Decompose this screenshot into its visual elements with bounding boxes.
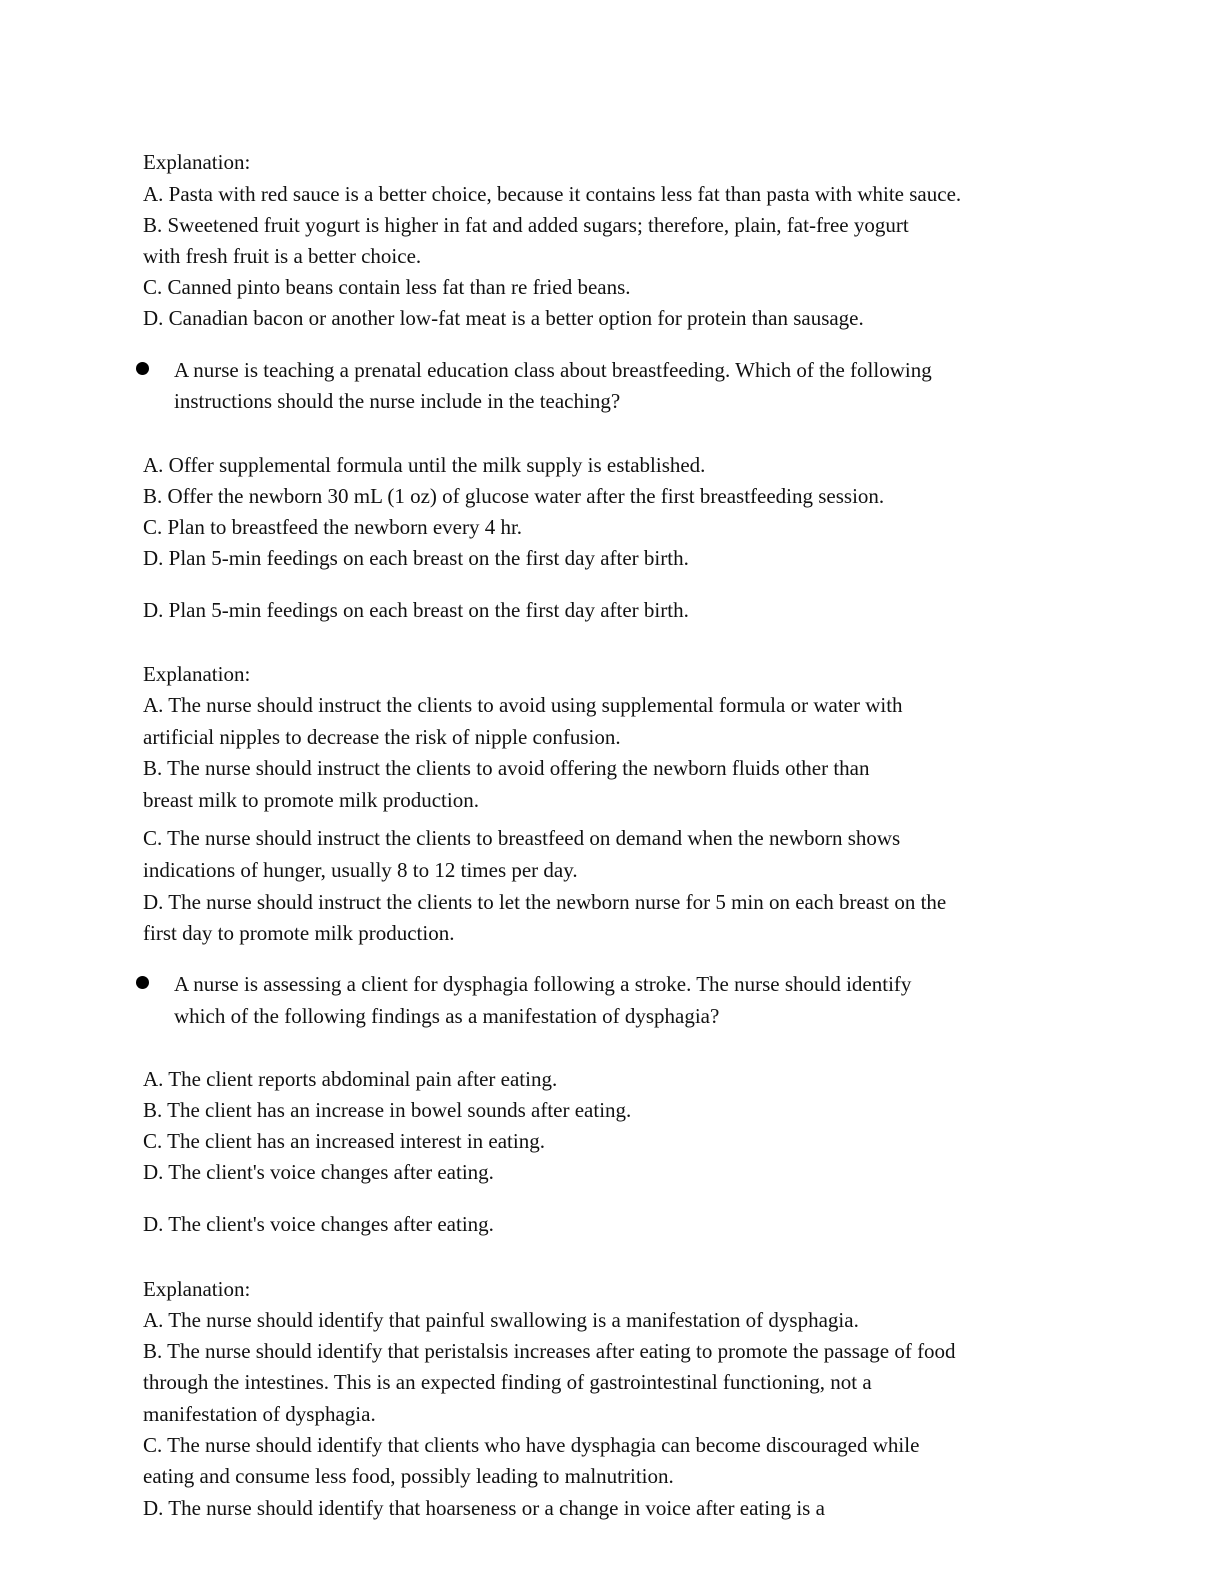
answer-option: A. The client reports abdominal pain after eating. — [143, 1067, 558, 1091]
answer-option: A. Offer supplemental formula until the milk supply is established. — [143, 453, 706, 477]
explanation-heading: Explanation: — [143, 150, 251, 174]
explanation-line: D. The nurse should identify that hoarseness or a change in voice after eating is a — [143, 1496, 825, 1520]
answer-option: D. The client's voice changes after eating. — [143, 1160, 494, 1184]
explanation-line: B. The nurse should identify that peristalsis increases after eating to promote the passage of food — [143, 1339, 956, 1363]
bullet-icon — [136, 976, 149, 989]
explanation-line: breast milk to promote milk production. — [143, 788, 479, 812]
question-text: which of the following findings as a manifestation of dysphagia? — [174, 1004, 720, 1028]
answer-option: C. The client has an increased interest in eating. — [143, 1129, 545, 1153]
explanation-heading: Explanation: — [143, 662, 251, 686]
explanation-line: indications of hunger, usually 8 to 12 times per day. — [143, 858, 578, 882]
answer-option: B. Offer the newborn 30 mL (1 oz) of glucose water after the first breastfeeding session. — [143, 484, 885, 508]
explanation-line: B. Sweetened fruit yogurt is higher in fat and added sugars; therefore, plain, fat-free yogurt — [143, 213, 909, 237]
answer-option: C. Plan to breastfeed the newborn every 4 hr. — [143, 515, 523, 539]
answer-option: D. Plan 5-min feedings on each breast on the first day after birth. — [143, 546, 689, 570]
correct-answer: D. Plan 5-min feedings on each breast on the first day after birth. — [143, 598, 689, 622]
explanation-line: D. Canadian bacon or another low-fat meat is a better option for protein than sausage. — [143, 306, 864, 330]
explanation-line: eating and consume less food, possibly leading to malnutrition. — [143, 1464, 674, 1488]
question-text: instructions should the nurse include in the teaching? — [174, 389, 621, 413]
explanation-line: first day to promote milk production. — [143, 921, 455, 945]
explanation-line: A. The nurse should instruct the clients to avoid using supplemental formula or water with — [143, 693, 903, 717]
explanation-heading: Explanation: — [143, 1277, 251, 1301]
explanation-line: C. The nurse should identify that clients who have dysphagia can become discouraged while — [143, 1433, 920, 1457]
explanation-line: C. The nurse should instruct the clients to breastfeed on demand when the newborn shows — [143, 826, 901, 850]
explanation-line: artificial nipples to decrease the risk of nipple confusion. — [143, 725, 621, 749]
explanation-line: C. Canned pinto beans contain less fat than re fried beans. — [143, 275, 631, 299]
explanation-line: B. The nurse should instruct the clients to avoid offering the newborn fluids other than — [143, 756, 870, 780]
explanation-line: manifestation of dysphagia. — [143, 1402, 376, 1426]
bullet-icon — [136, 362, 149, 375]
correct-answer: D. The client's voice changes after eating. — [143, 1212, 494, 1236]
answer-option: B. The client has an increase in bowel sounds after eating. — [143, 1098, 632, 1122]
explanation-line: with fresh fruit is a better choice. — [143, 244, 422, 268]
explanation-line: A. Pasta with red sauce is a better choice, because it contains less fat than pasta with white sauce. — [143, 182, 962, 206]
explanation-line: D. The nurse should instruct the clients to let the newborn nurse for 5 min on each breast on the — [143, 890, 947, 914]
question-text: A nurse is assessing a client for dysphagia following a stroke. The nurse should identify — [174, 972, 912, 996]
explanation-line: through the intestines. This is an expected finding of gastrointestinal functioning, not a — [143, 1370, 872, 1394]
question-text: A nurse is teaching a prenatal education class about breastfeeding. Which of the following — [174, 358, 932, 382]
explanation-line: A. The nurse should identify that painful swallowing is a manifestation of dysphagia. — [143, 1308, 859, 1332]
